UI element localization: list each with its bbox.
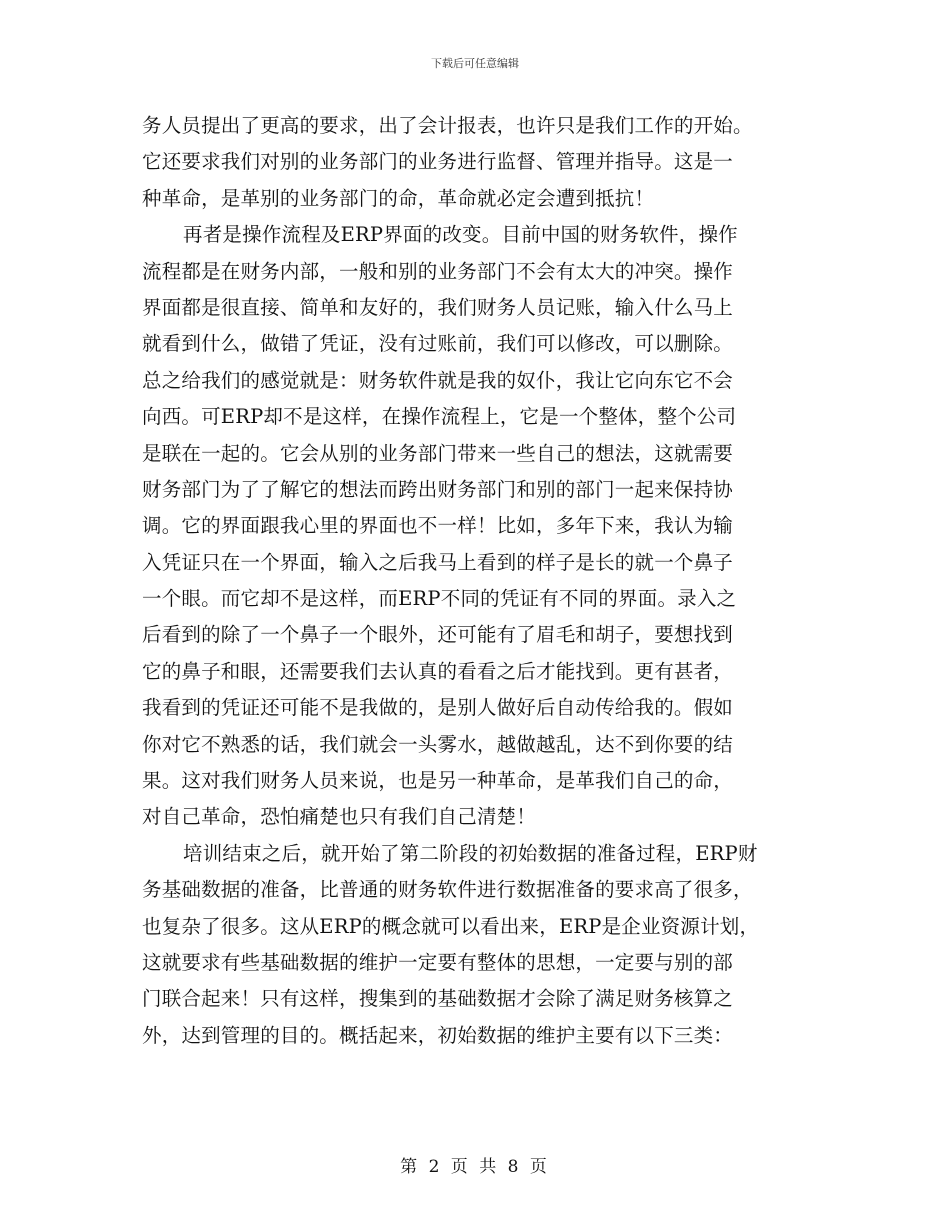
page-header: 下载后可任意编辑 (431, 57, 519, 70)
text-line: 财务部门为了了解它的想法而跨出财务部门和别的部门一起来保持协 (142, 477, 734, 501)
text-line: 你对它不熟悉的话，我们就会一头雾水，越做越乱，达不到你要的结 (142, 732, 734, 756)
paragraph-start-line: 再者是操作流程及ERP界面的改变。目前中国的财务软件，操作 (183, 223, 738, 247)
text-line: 是联在一起的。它会从别的业务部门带来一些自己的想法，这就需要 (142, 441, 734, 465)
text-line: 这就要求有些基础数据的维护一定要有整体的思想，一定要与别的部 (142, 950, 734, 974)
body-text (142, 108, 822, 1054)
text-line: 向西。可ERP却不是这样，在操作流程上，它是一个整体，整个公司 (142, 405, 737, 429)
text-line: 它的鼻子和眼，还需要我们去认真的看看之后才能找到。更有甚者， (142, 659, 734, 683)
text-line: 流程都是在财务内部，一般和别的业务部门不会有太大的冲突。操作 (142, 259, 734, 283)
text-line: 我看到的凭证还可能不是我做的，是别人做好后自动传给我的。假如 (142, 696, 734, 720)
text-line: 它还要求我们对别的业务部门的业务进行监督、管理并指导。这是一 (142, 150, 734, 174)
text-line: 外，达到管理的目的。概括起来，初始数据的维护主要有以下三类： (142, 1023, 734, 1047)
text-line: 果。这对我们财务人员来说，也是另一种革命，是革我们自己的命， (142, 769, 734, 793)
text-line: 一个眼。而它却不是这样，而ERP不同的凭证有不同的界面。录入之 (142, 587, 737, 611)
text-line: 界面都是很直接、简单和友好的，我们财务人员记账，输入什么马上 (142, 295, 734, 319)
text-line: 调。它的界面跟我心里的界面也不一样！比如，多年下来，我认为输 (142, 514, 734, 538)
text-line: 也复杂了很多。这从ERP的概念就可以看出来，ERP是企业资源计划， (142, 914, 760, 938)
text-line: 就看到什么，做错了凭证，没有过账前，我们可以修改，可以删除。 (142, 332, 734, 356)
text-line: 务人员提出了更高的要求，出了会计报表，也许只是我们工作的开始。 (142, 114, 753, 137)
page-number-footer: 第 2 页 共 8 页 (400, 1157, 550, 1177)
text-line: 总之给我们的感觉就是：财务软件就是我的奴仆，我让它向东它不会 (142, 368, 734, 392)
text-line: 对自己革命，恐怕痛楚也只有我们自己清楚！ (142, 805, 537, 829)
paragraph-start-line: 培训结束之后，就开始了第二阶段的初始数据的准备过程，ERP财 (183, 841, 758, 865)
text-line: 入凭证只在一个界面，输入之后我马上看到的样子是长的就一个鼻子 (142, 550, 734, 574)
text-line: 后看到的除了一个鼻子一个眼外，还可能有了眉毛和胡子，要想找到 (142, 623, 734, 647)
text-line: 务基础数据的准备，比普通的财务软件进行数据准备的要求高了很多， (142, 878, 753, 902)
text-line: 门联合起来！只有这样，搜集到的基础数据才会除了满足财务核算之 (142, 987, 734, 1011)
text-line: 种革命，是革别的业务部门的命，革命就必定会遭到抵抗！ (142, 186, 655, 210)
